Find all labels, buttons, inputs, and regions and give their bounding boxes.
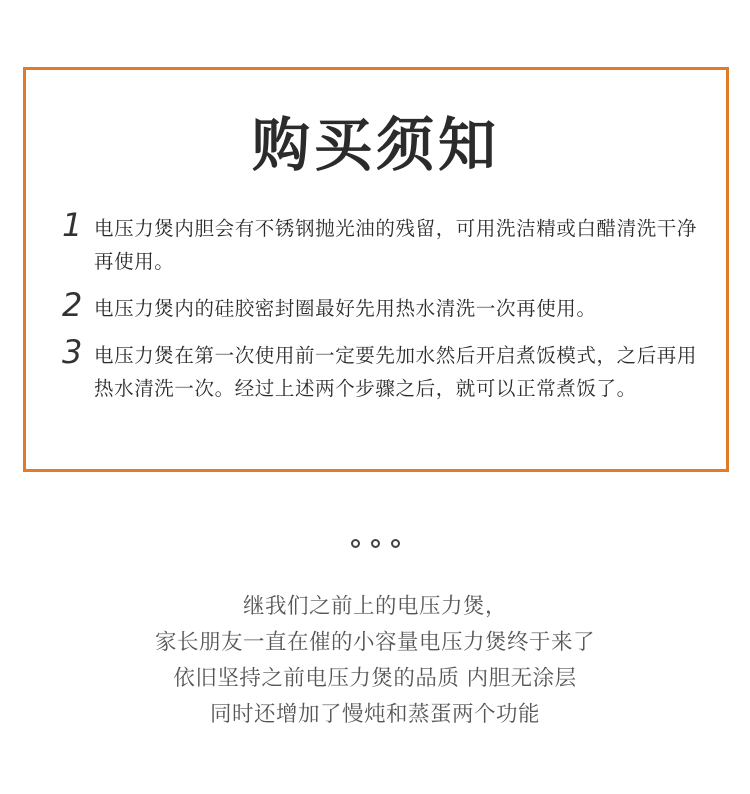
item-number: 3	[62, 333, 83, 371]
purchase-notice-box	[23, 67, 729, 472]
item-text: 电压力煲内的硅胶密封圈最好先用热水清洗一次再使用。	[94, 297, 597, 320]
notice-item-1	[62, 206, 702, 278]
item-text: 电压力煲在第一次使用前一定要先加水然后开启煮饭模式，之后再用热水清洗一次。经过上述两个步骤之后，就可以正常煮饭了。	[94, 344, 698, 400]
intro-line: 依旧坚持之前电压力煲的品质 内胆无涂层	[173, 666, 577, 691]
decorative-dots	[0, 539, 750, 548]
circle-dot-icon	[351, 539, 360, 548]
item-text: 电压力煲内胆会有不锈钢抛光油的残留，可用洗洁精或白醋清洗干净再使用。	[94, 217, 698, 273]
product-intro	[0, 589, 750, 733]
notice-item-3	[62, 333, 702, 405]
intro-line: 继我们之前上的电压力煲，	[242, 594, 507, 619]
notice-item-2	[62, 286, 702, 325]
item-number: 2	[62, 286, 83, 324]
circle-dot-icon	[371, 539, 380, 548]
notice-title: 购买须知	[251, 111, 500, 179]
notice-list	[62, 206, 702, 419]
circle-dot-icon	[391, 539, 400, 548]
intro-line: 家长朋友一直在催的小容量电压力煲终于来了	[154, 630, 595, 655]
item-number: 1	[62, 206, 83, 244]
intro-line: 同时还增加了慢炖和蒸蛋两个功能	[209, 702, 540, 727]
